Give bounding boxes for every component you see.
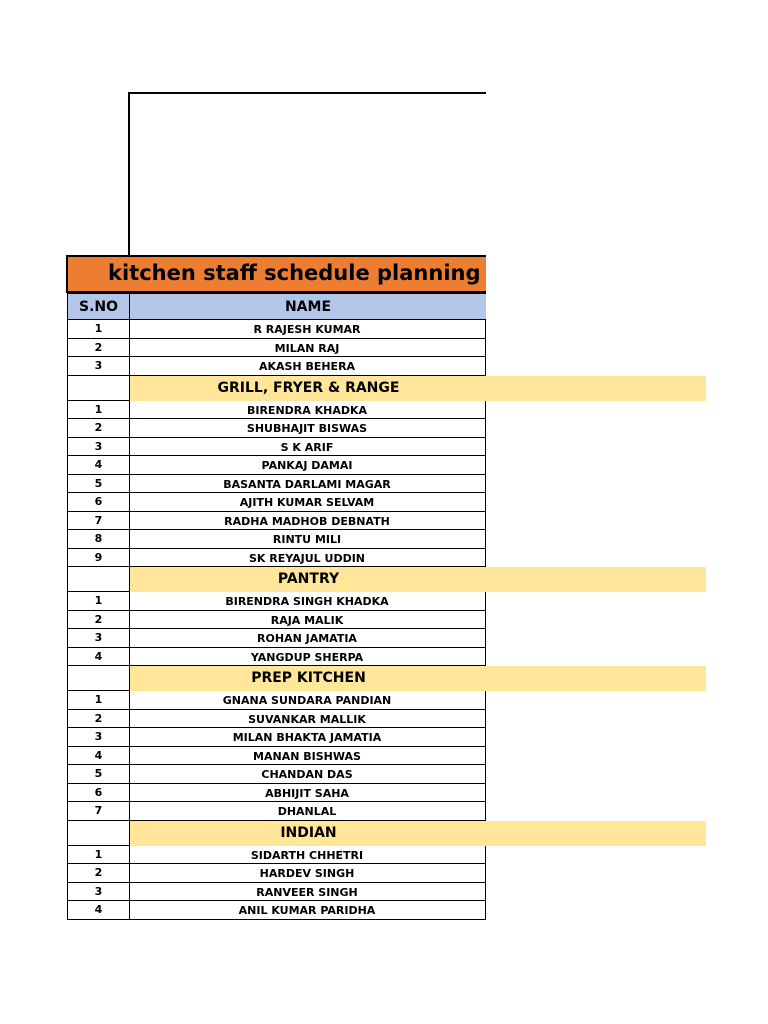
table-row (67, 592, 486, 611)
section-blank-cell (67, 821, 130, 846)
sno-cell: 5 (67, 475, 130, 494)
table-row (67, 530, 486, 549)
table-row (67, 883, 486, 902)
sno-cell: 5 (67, 765, 130, 784)
sno-cell: 4 (67, 648, 130, 667)
name-cell: BASANTA DARLAMI MAGAR (129, 475, 486, 494)
section-label: PREP KITCHEN (251, 670, 366, 686)
sno-cell: 4 (67, 456, 130, 475)
table-row (67, 629, 486, 648)
table-row (67, 512, 486, 531)
column-header-sno: S.NO (67, 293, 130, 320)
sno-cell: 1 (67, 846, 130, 865)
table-row (67, 901, 486, 920)
sno-cell: 6 (67, 493, 130, 512)
name-cell: GNANA SUNDARA PANDIAN (129, 691, 486, 710)
table-row (67, 475, 486, 494)
name-cell: ABHIJIT SAHA (129, 784, 486, 803)
sno-cell: 3 (67, 629, 130, 648)
section-blank-cell (67, 567, 130, 592)
name-cell: MANAN BISHWAS (129, 747, 486, 766)
table-row (67, 611, 486, 630)
table-row (67, 339, 486, 358)
table-row (67, 784, 486, 803)
name-cell: CHANDAN DAS (129, 765, 486, 784)
name-cell: SUVANKAR MALLIK (129, 710, 486, 729)
table-row (67, 710, 486, 729)
name-cell: R RAJESH KUMAR (129, 320, 486, 339)
name-cell: BIRENDRA SINGH KHADKA (129, 592, 486, 611)
name-cell: SIDARTH CHHETRI (129, 846, 486, 865)
table-row (67, 747, 486, 766)
section-label: PANTRY (277, 571, 340, 587)
name-cell: YANGDUP SHERPA (129, 648, 486, 667)
name-cell: AKASH BEHERA (129, 357, 486, 376)
table-row (67, 864, 486, 883)
name-cell: AJITH KUMAR SELVAM (129, 493, 486, 512)
name-cell: DHANLAL (129, 802, 486, 821)
sno-cell: 7 (67, 802, 130, 821)
table-row (67, 493, 486, 512)
section-label: INDIAN (280, 824, 337, 841)
sno-cell: 2 (67, 611, 130, 630)
page-title: kitchen staff schedule planning (108, 261, 481, 285)
name-cell: RAJA MALIK (129, 611, 486, 630)
name-cell: SK REYAJUL UDDIN (129, 549, 486, 568)
table-row (67, 549, 486, 568)
sno-cell: 4 (67, 747, 130, 766)
table-row (67, 401, 486, 420)
table-row (67, 456, 486, 475)
name-cell: RANVEER SINGH (129, 883, 486, 902)
table-row (67, 846, 486, 865)
sno-cell: 4 (67, 901, 130, 920)
sno-cell: 8 (67, 530, 130, 549)
name-cell: RADHA MADHOB DEBNATH (129, 512, 486, 531)
sno-cell: 1 (67, 320, 130, 339)
sno-cell: 2 (67, 339, 130, 358)
name-cell: HARDEV SINGH (129, 864, 486, 883)
name-cell: SHUBHAJIT BISWAS (129, 419, 486, 438)
sno-cell: 2 (67, 864, 130, 883)
name-cell: PANKAJ DAMAI (129, 456, 486, 475)
name-cell: S K ARIF (129, 438, 486, 457)
sno-cell: 1 (67, 401, 130, 420)
sno-cell: 3 (67, 883, 130, 902)
name-cell: ROHAN JAMATIA (129, 629, 486, 648)
table-row (67, 728, 486, 747)
section-blank-cell (67, 376, 130, 401)
section-header (67, 376, 706, 401)
table-row (67, 438, 486, 457)
section-label: GRILL, FRYER & RANGE (217, 379, 400, 396)
sno-cell: 9 (67, 549, 130, 568)
name-cell: MILAN RAJ (129, 339, 486, 358)
sno-cell: 3 (67, 438, 130, 457)
table-row (67, 419, 486, 438)
table-row (67, 320, 486, 339)
name-cell: RINTU MILI (129, 530, 486, 549)
sno-cell: 2 (67, 419, 130, 438)
sno-cell: 3 (67, 728, 130, 747)
table-row (67, 802, 486, 821)
sno-cell: 3 (67, 357, 130, 376)
sno-cell: 2 (67, 710, 130, 729)
name-cell: BIRENDRA KHADKA (129, 401, 486, 420)
section-header (67, 666, 706, 691)
sno-cell: 7 (67, 512, 130, 531)
sno-cell: 6 (67, 784, 130, 803)
title-banner (66, 255, 486, 293)
table-row (67, 691, 486, 710)
name-cell: ANIL KUMAR PARIDHA (129, 901, 486, 920)
section-blank-cell (67, 666, 130, 691)
section-header (67, 567, 706, 592)
table-row (67, 648, 486, 667)
sno-cell: 1 (67, 691, 130, 710)
name-cell: MILAN BHAKTA JAMATIA (129, 728, 486, 747)
table-row (67, 357, 486, 376)
section-header (67, 821, 706, 846)
table-row (67, 765, 486, 784)
sno-cell: 1 (67, 592, 130, 611)
column-header-name: NAME (129, 293, 486, 320)
